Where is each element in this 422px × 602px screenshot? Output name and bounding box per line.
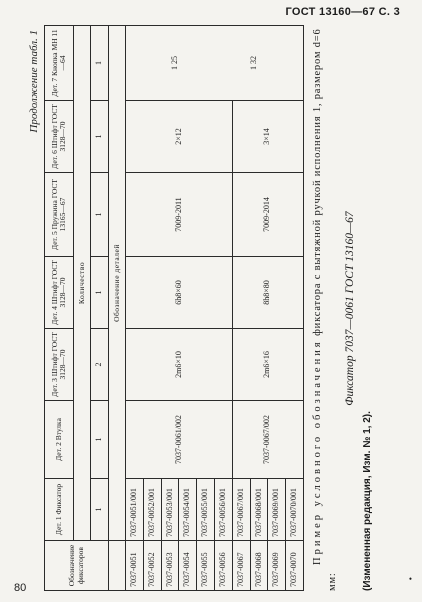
quantity-cell: 1 bbox=[91, 101, 109, 173]
quantity-cell: 1 bbox=[91, 479, 109, 541]
table-row bbox=[232, 26, 250, 591]
quantity-cell: 2 bbox=[91, 329, 109, 401]
quantity-cell: 1 bbox=[91, 26, 109, 101]
table-continuation-label: Продолжение табл. 1 bbox=[28, 30, 40, 133]
col-header-det1: Дет. 1 Фиксатор bbox=[45, 479, 74, 541]
det2-group1: 7037-0061/002 bbox=[126, 401, 233, 479]
margin-mark: • bbox=[408, 574, 412, 584]
det6-group2: 3×14 bbox=[232, 101, 303, 173]
quantity-label: Количество bbox=[74, 26, 91, 541]
header-row bbox=[45, 26, 74, 591]
fixator-code: 7037-0054 bbox=[179, 541, 197, 591]
det3-group2: 2m6×16 bbox=[232, 329, 303, 401]
table-row bbox=[126, 26, 144, 591]
example-designation: Фиксатор 7037—0061 ГОСТ 13160—67 bbox=[344, 211, 357, 406]
det1-code: 7037-0068/001 bbox=[250, 479, 268, 541]
example-text: фиксатора с вытяжной ручкой исполнения 1, размером d=6 мм: bbox=[312, 28, 339, 591]
det1-code: 7037-0052/001 bbox=[143, 479, 161, 541]
det7-group1: 1 25 bbox=[169, 56, 179, 70]
designation-label: Обозначение деталей bbox=[109, 26, 126, 541]
det1-code: 7037-0051/001 bbox=[126, 479, 144, 541]
det1-code: 7037-0054/001 bbox=[179, 479, 197, 541]
det4-group1: 6h8×60 bbox=[126, 257, 233, 329]
col-header-fixators: Обозначение фиксаторов bbox=[45, 541, 109, 591]
example-paragraph bbox=[310, 26, 340, 591]
det3-group1: 2m6×10 bbox=[126, 329, 233, 401]
fixator-code: 7037-0068 bbox=[250, 541, 268, 591]
det1-code: 7037-0056/001 bbox=[214, 479, 232, 541]
col-header-det7: Дет. 7 Кнопка МН 11—64 bbox=[45, 26, 74, 101]
fixator-code: 7037-0055 bbox=[197, 541, 215, 591]
example-lead: Пример условного обозначения bbox=[312, 339, 323, 565]
fixator-code: 7037-0069 bbox=[268, 541, 286, 591]
rotated-page-content bbox=[26, 26, 406, 591]
det1-code: 7037-0055/001 bbox=[197, 479, 215, 541]
designation-label-row bbox=[109, 26, 126, 591]
quantity-cell: 1 bbox=[91, 401, 109, 479]
fixator-code: 7037-0056 bbox=[214, 541, 232, 591]
details-table bbox=[44, 25, 304, 591]
quantity-row bbox=[91, 26, 109, 591]
det1-code: 7037-0053/001 bbox=[161, 479, 179, 541]
col-header-det6: Дет. 6 Штифт ГОСТ 3128—70 bbox=[45, 101, 74, 173]
det1-code: 7037-0070/001 bbox=[286, 479, 304, 541]
fixator-code: 7037-0052 bbox=[143, 541, 161, 591]
empty-cell bbox=[109, 541, 126, 591]
det5-group1: 7009-2011 bbox=[126, 173, 233, 257]
col-header-det4: Дет. 4 Штифт ГОСТ 3128—70 bbox=[45, 257, 74, 329]
page-number: 80 bbox=[14, 582, 27, 594]
det1-code: 7037-0069/001 bbox=[268, 479, 286, 541]
col-header-det2: Дет. 2 Втулка bbox=[45, 401, 74, 479]
det2-group2: 7037-0067/002 bbox=[232, 401, 303, 479]
det4-group2: 8h8×80 bbox=[232, 257, 303, 329]
det7-values bbox=[126, 26, 304, 101]
fixator-code: 7037-0070 bbox=[286, 541, 304, 591]
quantity-cell: 1 bbox=[91, 173, 109, 257]
det7-group2: 1 32 bbox=[248, 56, 258, 70]
fixator-code: 7037-0067 bbox=[232, 541, 250, 591]
det5-group2: 7009-2014 bbox=[232, 173, 303, 257]
det1-code: 7037-0067/001 bbox=[232, 479, 250, 541]
page-header: ГОСТ 13160—67 С. 3 bbox=[285, 6, 400, 18]
col-header-det5: Дет. 5 Пружина ГОСТ 13165—67 bbox=[45, 173, 74, 257]
fixator-code: 7037-0053 bbox=[161, 541, 179, 591]
quantity-label-row bbox=[74, 26, 91, 591]
amendment-note: (Измененная редакция, Изм. № 1, 2). bbox=[362, 411, 374, 591]
example-block bbox=[310, 26, 376, 591]
det6-group1: 2×12 bbox=[126, 101, 233, 173]
fixator-code: 7037-0051 bbox=[126, 541, 144, 591]
quantity-cell: 1 bbox=[91, 257, 109, 329]
col-header-det3: Дет. 3 Штифт ГОСТ 3128—70 bbox=[45, 329, 74, 401]
